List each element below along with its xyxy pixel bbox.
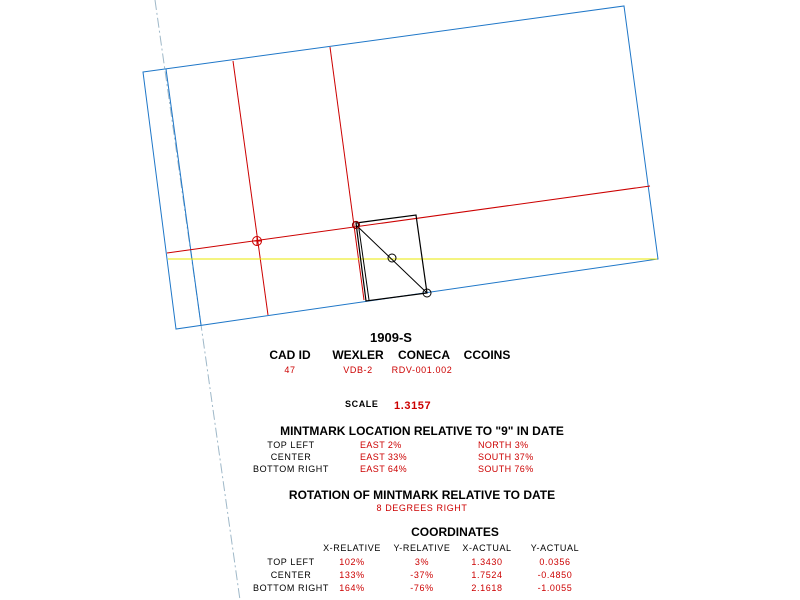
scale-value: 1.3157 xyxy=(394,400,432,412)
location-row-ns: SOUTH 76% xyxy=(478,464,534,474)
location-row-label: TOP LEFT xyxy=(267,440,315,450)
id-value-wexler: VDB-2 xyxy=(343,365,373,375)
coord-y-actual: -1.0055 xyxy=(537,583,573,593)
id-value-cad: 47 xyxy=(284,365,296,375)
coord-row-label: CENTER xyxy=(270,570,312,580)
coord-header-x-relative: X-RELATIVE xyxy=(323,543,381,553)
red-horizontal-line xyxy=(167,186,650,253)
location-row-ns: NORTH 3% xyxy=(478,440,529,450)
location-row-ew: EAST 64% xyxy=(360,464,408,474)
coord-y-actual: -0.4850 xyxy=(537,570,573,580)
location-row-ew: EAST 33% xyxy=(360,452,408,462)
red-vertical-line-right xyxy=(330,47,364,300)
coord-y-relative: -37% xyxy=(410,570,434,580)
coord-row-label: BOTTOM RIGHT xyxy=(252,583,330,593)
location-row-label: CENTER xyxy=(270,452,312,462)
coord-x-relative: 133% xyxy=(339,570,365,580)
coord-y-relative: 3% xyxy=(414,557,430,567)
location-title: MINTMARK LOCATION RELATIVE TO "9" IN DATE xyxy=(280,424,564,438)
id-header-wexler: WEXLER xyxy=(332,348,384,362)
coord-x-actual: 2.1618 xyxy=(471,583,503,593)
coord-x-relative: 164% xyxy=(339,583,365,593)
coord-header-y-actual: Y-ACTUAL xyxy=(530,543,580,553)
location-row-ew: EAST 2% xyxy=(360,440,402,450)
mintmark-center-point xyxy=(388,254,396,262)
coord-row-label: TOP LEFT xyxy=(267,557,315,567)
coord-x-relative: 102% xyxy=(339,557,365,567)
red-vertical-line-left xyxy=(233,61,268,315)
location-row-label: BOTTOM RIGHT xyxy=(252,464,330,474)
coord-x-actual: 1.3430 xyxy=(471,557,503,567)
outline-inner-edge xyxy=(166,69,201,325)
coin-title: 1909-S xyxy=(370,330,412,345)
coord-header-y-relative: Y-RELATIVE xyxy=(393,543,451,553)
rotation-title: ROTATION OF MINTMARK RELATIVE TO DATE xyxy=(288,488,556,502)
mintmark-box xyxy=(356,215,427,301)
coord-x-actual: 1.7524 xyxy=(471,570,503,580)
scale-label: SCALE xyxy=(345,399,379,409)
mintmark-inner-edge xyxy=(358,222,369,300)
id-header-coneca: CONECA xyxy=(397,348,451,362)
location-row-ns: SOUTH 37% xyxy=(478,452,534,462)
id-value-coneca: RDV-001.002 xyxy=(391,365,453,375)
coord-y-relative: -76% xyxy=(410,583,434,593)
coordinates-title: COORDINATES xyxy=(411,525,499,539)
rotation-value: 8 DEGREES RIGHT xyxy=(376,503,468,513)
id-header-ccoins: CCOINS xyxy=(463,348,511,362)
outline-rectangle xyxy=(143,6,658,329)
id-header-cad: CAD ID xyxy=(269,348,311,362)
coord-y-actual: 0.0356 xyxy=(539,557,571,567)
coord-header-x-actual: X-ACTUAL xyxy=(462,543,512,553)
